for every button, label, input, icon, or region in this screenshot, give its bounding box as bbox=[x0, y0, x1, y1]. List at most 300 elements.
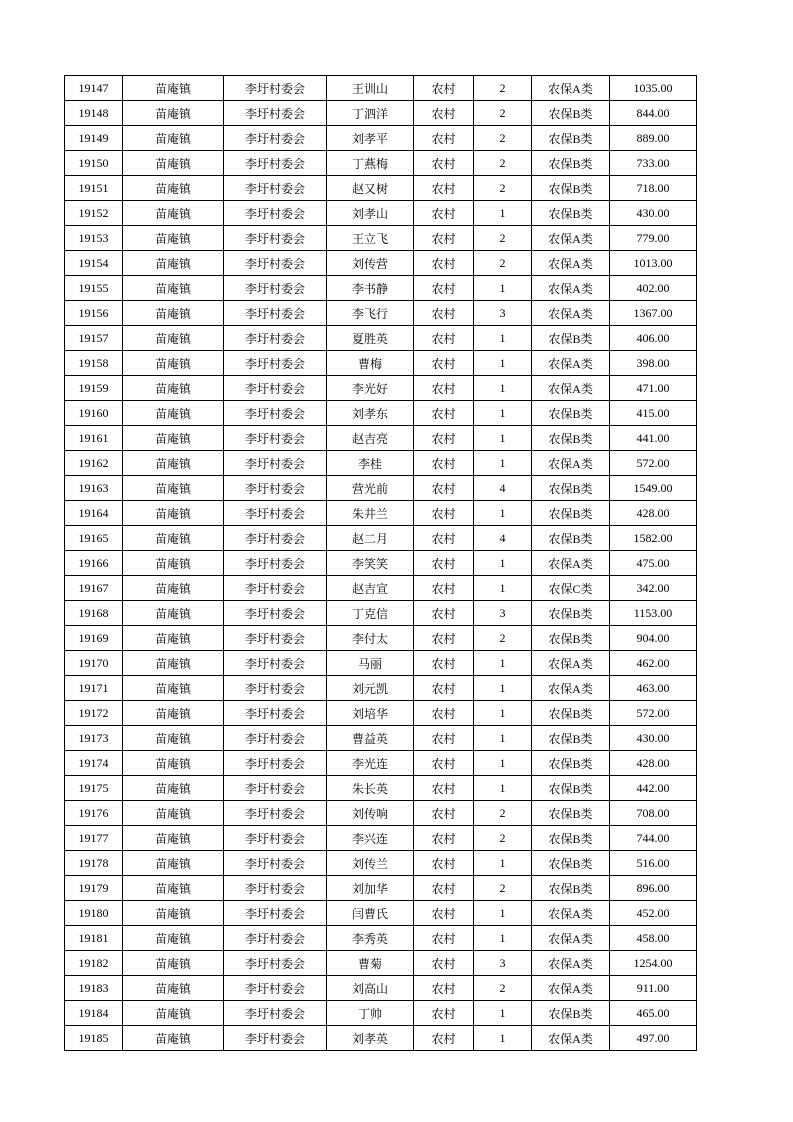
cell-village: 李圩村委会 bbox=[224, 976, 327, 1001]
cell-type: 农村 bbox=[414, 301, 474, 326]
cell-town: 苗庵镇 bbox=[123, 301, 224, 326]
cell-village: 李圩村委会 bbox=[224, 151, 327, 176]
cell-id: 19177 bbox=[65, 826, 123, 851]
cell-village: 李圩村委会 bbox=[224, 376, 327, 401]
cell-name: 王立飞 bbox=[327, 226, 414, 251]
cell-amount: 1035.00 bbox=[610, 76, 697, 101]
cell-name: 营光前 bbox=[327, 476, 414, 501]
cell-village: 李圩村委会 bbox=[224, 576, 327, 601]
cell-id: 19174 bbox=[65, 751, 123, 776]
cell-village: 李圩村委会 bbox=[224, 426, 327, 451]
cell-town: 苗庵镇 bbox=[123, 226, 224, 251]
cell-category: 农保B类 bbox=[532, 1001, 610, 1026]
cell-village: 李圩村委会 bbox=[224, 751, 327, 776]
cell-id: 19151 bbox=[65, 176, 123, 201]
cell-town: 苗庵镇 bbox=[123, 801, 224, 826]
cell-name: 李光好 bbox=[327, 376, 414, 401]
cell-type: 农村 bbox=[414, 976, 474, 1001]
cell-category: 农保C类 bbox=[532, 576, 610, 601]
cell-town: 苗庵镇 bbox=[123, 626, 224, 651]
table-row bbox=[65, 801, 697, 826]
table-row bbox=[65, 176, 697, 201]
cell-name: 刘培华 bbox=[327, 701, 414, 726]
cell-name: 曹梅 bbox=[327, 351, 414, 376]
cell-town: 苗庵镇 bbox=[123, 276, 224, 301]
table-row bbox=[65, 401, 697, 426]
cell-town: 苗庵镇 bbox=[123, 376, 224, 401]
cell-id: 19155 bbox=[65, 276, 123, 301]
cell-id: 19161 bbox=[65, 426, 123, 451]
cell-amount: 1153.00 bbox=[610, 601, 697, 626]
cell-count: 1 bbox=[474, 501, 532, 526]
cell-amount: 406.00 bbox=[610, 326, 697, 351]
cell-town: 苗庵镇 bbox=[123, 551, 224, 576]
table-row bbox=[65, 626, 697, 651]
cell-village: 李圩村委会 bbox=[224, 176, 327, 201]
cell-type: 农村 bbox=[414, 1026, 474, 1051]
cell-id: 19180 bbox=[65, 901, 123, 926]
cell-town: 苗庵镇 bbox=[123, 601, 224, 626]
cell-type: 农村 bbox=[414, 551, 474, 576]
cell-village: 李圩村委会 bbox=[224, 876, 327, 901]
cell-category: 农保A类 bbox=[532, 676, 610, 701]
cell-id: 19153 bbox=[65, 226, 123, 251]
table-body bbox=[65, 76, 697, 1051]
cell-name: 刘孝英 bbox=[327, 1026, 414, 1051]
cell-town: 苗庵镇 bbox=[123, 151, 224, 176]
cell-village: 李圩村委会 bbox=[224, 126, 327, 151]
cell-id: 19157 bbox=[65, 326, 123, 351]
cell-count: 1 bbox=[474, 651, 532, 676]
cell-count: 1 bbox=[474, 1001, 532, 1026]
cell-name: 朱井兰 bbox=[327, 501, 414, 526]
cell-town: 苗庵镇 bbox=[123, 526, 224, 551]
cell-count: 1 bbox=[474, 751, 532, 776]
cell-count: 1 bbox=[474, 551, 532, 576]
cell-id: 19183 bbox=[65, 976, 123, 1001]
cell-count: 3 bbox=[474, 301, 532, 326]
cell-name: 刘元凯 bbox=[327, 676, 414, 701]
cell-type: 农村 bbox=[414, 601, 474, 626]
cell-type: 农村 bbox=[414, 451, 474, 476]
cell-type: 农村 bbox=[414, 426, 474, 451]
cell-name: 赵吉亮 bbox=[327, 426, 414, 451]
cell-count: 4 bbox=[474, 476, 532, 501]
cell-name: 李光连 bbox=[327, 751, 414, 776]
cell-count: 3 bbox=[474, 601, 532, 626]
cell-name: 丁克信 bbox=[327, 601, 414, 626]
table-row bbox=[65, 851, 697, 876]
cell-category: 农保A类 bbox=[532, 651, 610, 676]
table-row bbox=[65, 476, 697, 501]
table-row bbox=[65, 351, 697, 376]
table-row bbox=[65, 951, 697, 976]
cell-town: 苗庵镇 bbox=[123, 976, 224, 1001]
cell-category: 农保B类 bbox=[532, 501, 610, 526]
cell-count: 2 bbox=[474, 126, 532, 151]
cell-category: 农保A类 bbox=[532, 451, 610, 476]
cell-amount: 342.00 bbox=[610, 576, 697, 601]
cell-category: 农保B类 bbox=[532, 701, 610, 726]
cell-type: 农村 bbox=[414, 276, 474, 301]
cell-count: 1 bbox=[474, 1026, 532, 1051]
cell-village: 李圩村委会 bbox=[224, 401, 327, 426]
table-row bbox=[65, 326, 697, 351]
cell-count: 1 bbox=[474, 776, 532, 801]
table-row bbox=[65, 576, 697, 601]
cell-type: 农村 bbox=[414, 251, 474, 276]
cell-name: 刘传兰 bbox=[327, 851, 414, 876]
cell-count: 2 bbox=[474, 151, 532, 176]
table-row bbox=[65, 451, 697, 476]
cell-village: 李圩村委会 bbox=[224, 826, 327, 851]
cell-id: 19149 bbox=[65, 126, 123, 151]
cell-amount: 442.00 bbox=[610, 776, 697, 801]
cell-type: 农村 bbox=[414, 626, 474, 651]
cell-amount: 733.00 bbox=[610, 151, 697, 176]
cell-type: 农村 bbox=[414, 651, 474, 676]
cell-town: 苗庵镇 bbox=[123, 851, 224, 876]
cell-id: 19173 bbox=[65, 726, 123, 751]
table-row bbox=[65, 1026, 697, 1051]
table-row bbox=[65, 826, 697, 851]
cell-type: 农村 bbox=[414, 851, 474, 876]
cell-category: 农保B类 bbox=[532, 126, 610, 151]
cell-id: 19154 bbox=[65, 251, 123, 276]
cell-category: 农保B类 bbox=[532, 776, 610, 801]
cell-category: 农保A类 bbox=[532, 276, 610, 301]
cell-category: 农保A类 bbox=[532, 926, 610, 951]
cell-type: 农村 bbox=[414, 676, 474, 701]
cell-count: 4 bbox=[474, 526, 532, 551]
cell-category: 农保B类 bbox=[532, 526, 610, 551]
cell-town: 苗庵镇 bbox=[123, 926, 224, 951]
cell-village: 李圩村委会 bbox=[224, 326, 327, 351]
cell-amount: 844.00 bbox=[610, 101, 697, 126]
table-row bbox=[65, 126, 697, 151]
cell-village: 李圩村委会 bbox=[224, 251, 327, 276]
cell-category: 农保A类 bbox=[532, 551, 610, 576]
cell-amount: 1254.00 bbox=[610, 951, 697, 976]
cell-count: 2 bbox=[474, 976, 532, 1001]
cell-type: 农村 bbox=[414, 326, 474, 351]
table-row bbox=[65, 201, 697, 226]
cell-count: 1 bbox=[474, 426, 532, 451]
cell-amount: 428.00 bbox=[610, 751, 697, 776]
cell-town: 苗庵镇 bbox=[123, 126, 224, 151]
cell-name: 刘孝山 bbox=[327, 201, 414, 226]
cell-village: 李圩村委会 bbox=[224, 601, 327, 626]
cell-type: 农村 bbox=[414, 226, 474, 251]
cell-id: 19162 bbox=[65, 451, 123, 476]
cell-type: 农村 bbox=[414, 501, 474, 526]
cell-id: 19168 bbox=[65, 601, 123, 626]
table-row bbox=[65, 426, 697, 451]
cell-category: 农保B类 bbox=[532, 726, 610, 751]
cell-id: 19171 bbox=[65, 676, 123, 701]
cell-count: 2 bbox=[474, 251, 532, 276]
cell-id: 19160 bbox=[65, 401, 123, 426]
cell-name: 李书静 bbox=[327, 276, 414, 301]
cell-count: 1 bbox=[474, 201, 532, 226]
cell-amount: 428.00 bbox=[610, 501, 697, 526]
cell-name: 赵吉宣 bbox=[327, 576, 414, 601]
cell-amount: 1582.00 bbox=[610, 526, 697, 551]
cell-town: 苗庵镇 bbox=[123, 326, 224, 351]
cell-type: 农村 bbox=[414, 101, 474, 126]
table-row bbox=[65, 926, 697, 951]
cell-category: 农保A类 bbox=[532, 376, 610, 401]
table-row bbox=[65, 901, 697, 926]
cell-village: 李圩村委会 bbox=[224, 776, 327, 801]
cell-village: 李圩村委会 bbox=[224, 801, 327, 826]
cell-name: 丁泗洋 bbox=[327, 101, 414, 126]
cell-category: 农保B类 bbox=[532, 876, 610, 901]
cell-category: 农保A类 bbox=[532, 251, 610, 276]
cell-type: 农村 bbox=[414, 701, 474, 726]
cell-category: 农保B类 bbox=[532, 201, 610, 226]
cell-town: 苗庵镇 bbox=[123, 651, 224, 676]
cell-village: 李圩村委会 bbox=[224, 676, 327, 701]
table-row bbox=[65, 876, 697, 901]
table-row bbox=[65, 76, 697, 101]
cell-id: 19148 bbox=[65, 101, 123, 126]
cell-village: 李圩村委会 bbox=[224, 926, 327, 951]
cell-village: 李圩村委会 bbox=[224, 476, 327, 501]
cell-town: 苗庵镇 bbox=[123, 1026, 224, 1051]
cell-amount: 458.00 bbox=[610, 926, 697, 951]
cell-count: 1 bbox=[474, 901, 532, 926]
cell-category: 农保B类 bbox=[532, 626, 610, 651]
table-row bbox=[65, 101, 697, 126]
cell-id: 19167 bbox=[65, 576, 123, 601]
cell-count: 2 bbox=[474, 876, 532, 901]
table-row bbox=[65, 301, 697, 326]
cell-type: 农村 bbox=[414, 801, 474, 826]
cell-category: 农保B类 bbox=[532, 751, 610, 776]
cell-count: 1 bbox=[474, 701, 532, 726]
cell-village: 李圩村委会 bbox=[224, 451, 327, 476]
cell-town: 苗庵镇 bbox=[123, 76, 224, 101]
cell-name: 刘高山 bbox=[327, 976, 414, 1001]
cell-name: 马丽 bbox=[327, 651, 414, 676]
cell-id: 19152 bbox=[65, 201, 123, 226]
cell-type: 农村 bbox=[414, 751, 474, 776]
cell-amount: 1013.00 bbox=[610, 251, 697, 276]
cell-category: 农保A类 bbox=[532, 976, 610, 1001]
cell-amount: 904.00 bbox=[610, 626, 697, 651]
cell-id: 19181 bbox=[65, 926, 123, 951]
table-row bbox=[65, 526, 697, 551]
cell-name: 赵二月 bbox=[327, 526, 414, 551]
cell-town: 苗庵镇 bbox=[123, 876, 224, 901]
cell-name: 刘孝东 bbox=[327, 401, 414, 426]
cell-type: 农村 bbox=[414, 401, 474, 426]
cell-amount: 497.00 bbox=[610, 1026, 697, 1051]
cell-category: 农保A类 bbox=[532, 951, 610, 976]
cell-id: 19185 bbox=[65, 1026, 123, 1051]
cell-category: 农保B类 bbox=[532, 851, 610, 876]
cell-amount: 471.00 bbox=[610, 376, 697, 401]
cell-category: 农保B类 bbox=[532, 826, 610, 851]
cell-count: 1 bbox=[474, 276, 532, 301]
cell-count: 2 bbox=[474, 101, 532, 126]
cell-name: 朱长英 bbox=[327, 776, 414, 801]
cell-type: 农村 bbox=[414, 376, 474, 401]
cell-count: 2 bbox=[474, 176, 532, 201]
cell-id: 19165 bbox=[65, 526, 123, 551]
table-row bbox=[65, 776, 697, 801]
cell-town: 苗庵镇 bbox=[123, 676, 224, 701]
cell-name: 李付太 bbox=[327, 626, 414, 651]
cell-id: 19178 bbox=[65, 851, 123, 876]
cell-town: 苗庵镇 bbox=[123, 751, 224, 776]
cell-count: 1 bbox=[474, 576, 532, 601]
cell-village: 李圩村委会 bbox=[224, 276, 327, 301]
cell-type: 农村 bbox=[414, 726, 474, 751]
cell-amount: 402.00 bbox=[610, 276, 697, 301]
cell-town: 苗庵镇 bbox=[123, 501, 224, 526]
cell-category: 农保B类 bbox=[532, 151, 610, 176]
cell-town: 苗庵镇 bbox=[123, 401, 224, 426]
cell-count: 1 bbox=[474, 926, 532, 951]
cell-count: 2 bbox=[474, 801, 532, 826]
cell-amount: 779.00 bbox=[610, 226, 697, 251]
cell-name: 曹益英 bbox=[327, 726, 414, 751]
cell-village: 李圩村委会 bbox=[224, 1026, 327, 1051]
cell-category: 农保B类 bbox=[532, 101, 610, 126]
cell-type: 农村 bbox=[414, 176, 474, 201]
cell-amount: 430.00 bbox=[610, 726, 697, 751]
cell-type: 农村 bbox=[414, 876, 474, 901]
cell-name: 刘传响 bbox=[327, 801, 414, 826]
table-row bbox=[65, 501, 697, 526]
cell-town: 苗庵镇 bbox=[123, 726, 224, 751]
cell-village: 李圩村委会 bbox=[224, 701, 327, 726]
cell-amount: 430.00 bbox=[610, 201, 697, 226]
cell-village: 李圩村委会 bbox=[224, 651, 327, 676]
cell-id: 19159 bbox=[65, 376, 123, 401]
cell-town: 苗庵镇 bbox=[123, 1001, 224, 1026]
cell-village: 李圩村委会 bbox=[224, 626, 327, 651]
cell-category: 农保B类 bbox=[532, 401, 610, 426]
cell-count: 1 bbox=[474, 726, 532, 751]
cell-id: 19163 bbox=[65, 476, 123, 501]
cell-town: 苗庵镇 bbox=[123, 476, 224, 501]
cell-id: 19175 bbox=[65, 776, 123, 801]
cell-village: 李圩村委会 bbox=[224, 901, 327, 926]
cell-amount: 516.00 bbox=[610, 851, 697, 876]
cell-town: 苗庵镇 bbox=[123, 351, 224, 376]
cell-name: 赵又树 bbox=[327, 176, 414, 201]
cell-id: 19172 bbox=[65, 701, 123, 726]
table-row bbox=[65, 151, 697, 176]
records-table bbox=[64, 75, 697, 1051]
cell-category: 农保B类 bbox=[532, 426, 610, 451]
cell-village: 李圩村委会 bbox=[224, 501, 327, 526]
cell-id: 19158 bbox=[65, 351, 123, 376]
cell-amount: 1549.00 bbox=[610, 476, 697, 501]
cell-amount: 441.00 bbox=[610, 426, 697, 451]
cell-name: 丁燕梅 bbox=[327, 151, 414, 176]
cell-count: 1 bbox=[474, 676, 532, 701]
cell-id: 19176 bbox=[65, 801, 123, 826]
cell-amount: 896.00 bbox=[610, 876, 697, 901]
cell-count: 2 bbox=[474, 826, 532, 851]
cell-village: 李圩村委会 bbox=[224, 76, 327, 101]
cell-amount: 462.00 bbox=[610, 651, 697, 676]
cell-type: 农村 bbox=[414, 1001, 474, 1026]
cell-town: 苗庵镇 bbox=[123, 826, 224, 851]
cell-amount: 718.00 bbox=[610, 176, 697, 201]
cell-village: 李圩村委会 bbox=[224, 226, 327, 251]
cell-category: 农保A类 bbox=[532, 76, 610, 101]
cell-village: 李圩村委会 bbox=[224, 201, 327, 226]
cell-id: 19156 bbox=[65, 301, 123, 326]
cell-name: 李秀英 bbox=[327, 926, 414, 951]
cell-count: 1 bbox=[474, 376, 532, 401]
cell-category: 农保A类 bbox=[532, 1026, 610, 1051]
cell-type: 农村 bbox=[414, 826, 474, 851]
table-row bbox=[65, 701, 697, 726]
cell-name: 曹菊 bbox=[327, 951, 414, 976]
cell-amount: 465.00 bbox=[610, 1001, 697, 1026]
cell-village: 李圩村委会 bbox=[224, 551, 327, 576]
cell-town: 苗庵镇 bbox=[123, 451, 224, 476]
cell-type: 农村 bbox=[414, 901, 474, 926]
cell-amount: 452.00 bbox=[610, 901, 697, 926]
cell-id: 19166 bbox=[65, 551, 123, 576]
cell-town: 苗庵镇 bbox=[123, 951, 224, 976]
cell-town: 苗庵镇 bbox=[123, 576, 224, 601]
cell-village: 李圩村委会 bbox=[224, 101, 327, 126]
table-row bbox=[65, 651, 697, 676]
cell-id: 19169 bbox=[65, 626, 123, 651]
cell-village: 李圩村委会 bbox=[224, 1001, 327, 1026]
table-row bbox=[65, 976, 697, 1001]
cell-type: 农村 bbox=[414, 926, 474, 951]
cell-category: 农保A类 bbox=[532, 301, 610, 326]
cell-town: 苗庵镇 bbox=[123, 701, 224, 726]
cell-amount: 911.00 bbox=[610, 976, 697, 1001]
cell-name: 李兴连 bbox=[327, 826, 414, 851]
cell-type: 农村 bbox=[414, 151, 474, 176]
cell-village: 李圩村委会 bbox=[224, 351, 327, 376]
cell-town: 苗庵镇 bbox=[123, 901, 224, 926]
cell-category: 农保A类 bbox=[532, 226, 610, 251]
cell-name: 刘加华 bbox=[327, 876, 414, 901]
cell-count: 2 bbox=[474, 76, 532, 101]
cell-village: 李圩村委会 bbox=[224, 726, 327, 751]
cell-name: 李桂 bbox=[327, 451, 414, 476]
cell-type: 农村 bbox=[414, 126, 474, 151]
cell-type: 农村 bbox=[414, 526, 474, 551]
cell-town: 苗庵镇 bbox=[123, 251, 224, 276]
cell-town: 苗庵镇 bbox=[123, 201, 224, 226]
cell-amount: 744.00 bbox=[610, 826, 697, 851]
cell-category: 农保B类 bbox=[532, 476, 610, 501]
cell-type: 农村 bbox=[414, 576, 474, 601]
cell-count: 2 bbox=[474, 226, 532, 251]
cell-category: 农保B类 bbox=[532, 176, 610, 201]
cell-category: 农保B类 bbox=[532, 601, 610, 626]
cell-id: 19170 bbox=[65, 651, 123, 676]
cell-amount: 475.00 bbox=[610, 551, 697, 576]
cell-town: 苗庵镇 bbox=[123, 101, 224, 126]
cell-town: 苗庵镇 bbox=[123, 776, 224, 801]
table-row bbox=[65, 376, 697, 401]
table-row bbox=[65, 601, 697, 626]
